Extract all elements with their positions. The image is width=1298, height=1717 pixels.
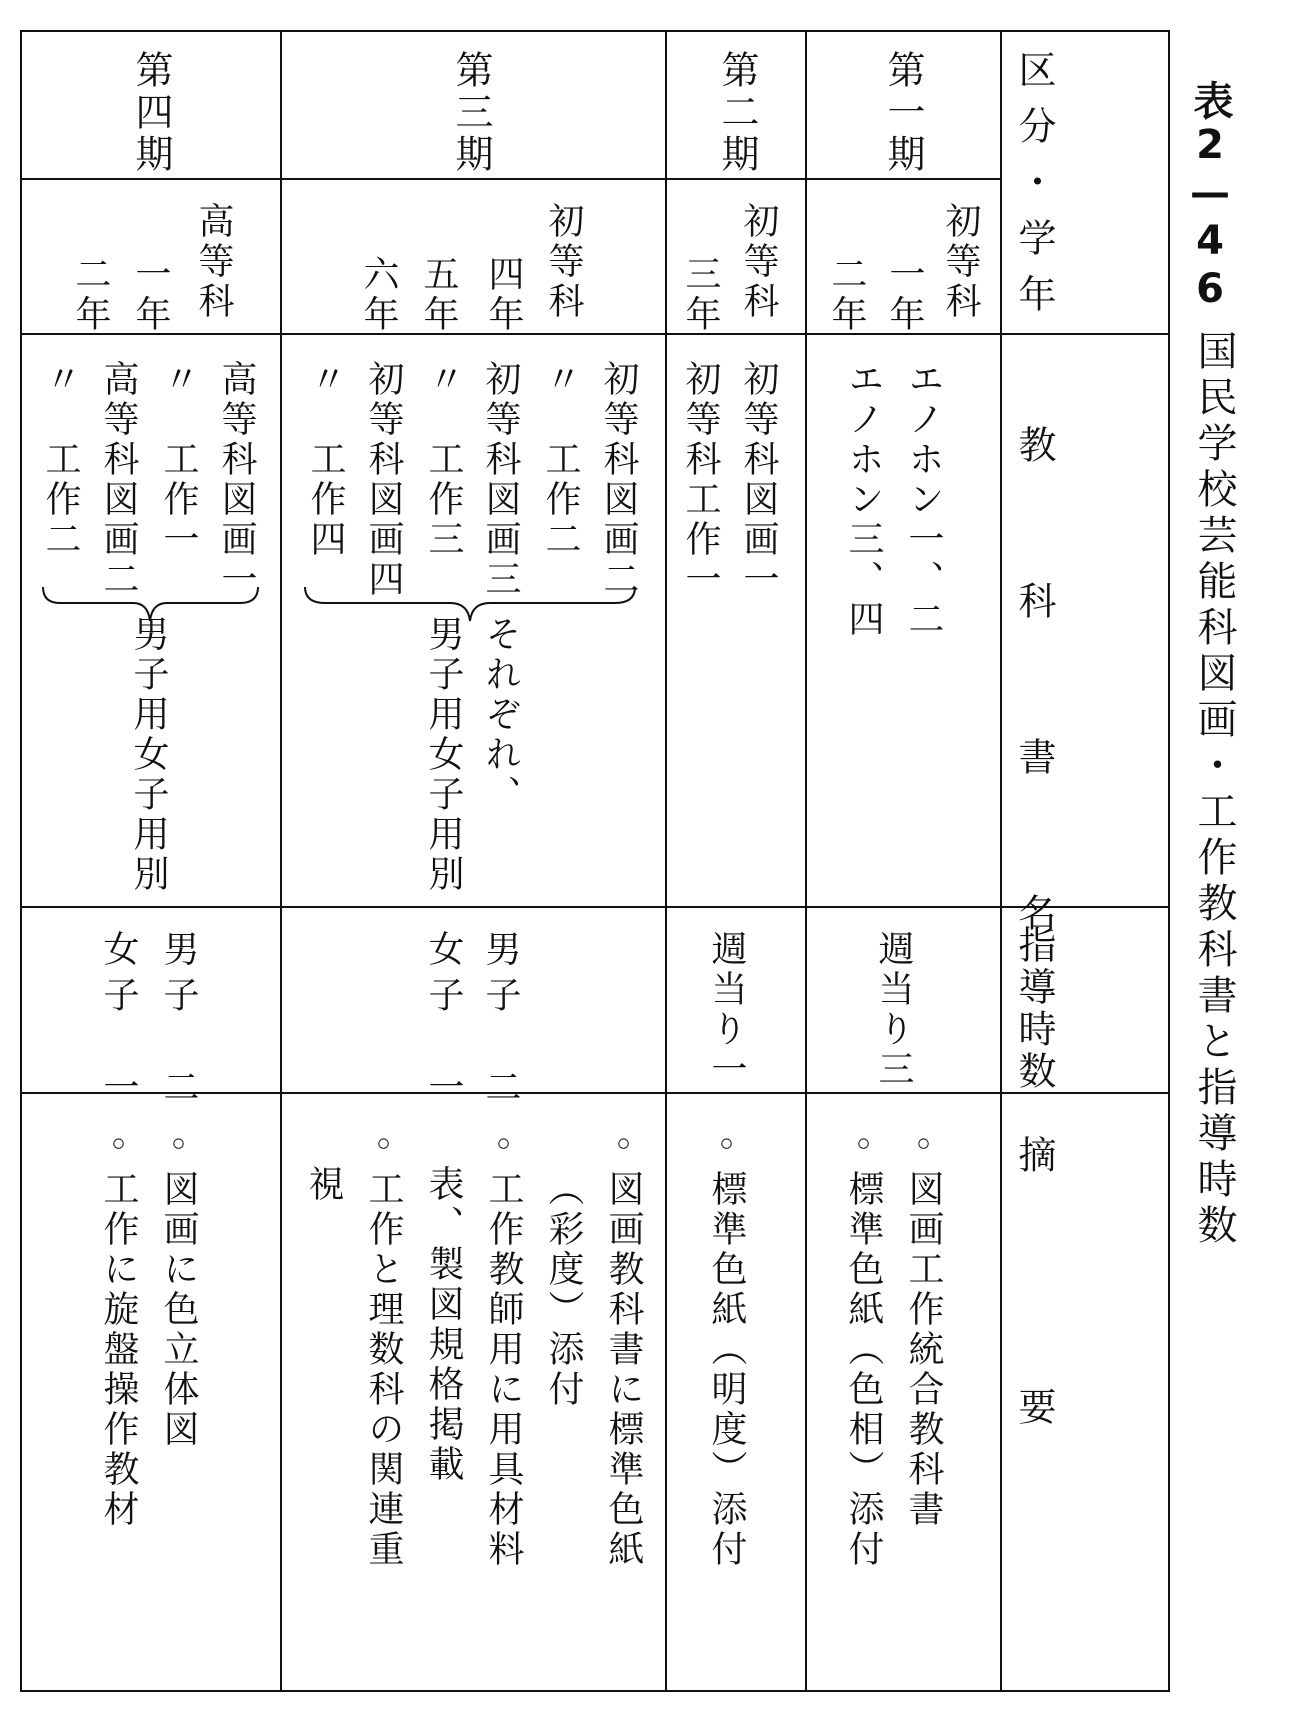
- period-2-textbook-1: 初等科工作一: [680, 360, 721, 600]
- header-division: 区分・学年: [1012, 50, 1056, 330]
- header-hours: 指導時数: [1012, 925, 1056, 1093]
- period-4-textbook-3: 〃 工作二: [40, 360, 81, 560]
- period-1-grade-1: 一年: [884, 255, 925, 335]
- period-3-textbook-note-1: 男子用女子用別: [423, 615, 464, 895]
- period-3-name: 第三期: [449, 50, 493, 176]
- period-3-note-5: 視: [303, 1165, 344, 1205]
- period-3-grade-2: 五年: [418, 255, 459, 335]
- period-3-grade-1: 四年: [483, 255, 524, 335]
- period-3-textbook-0: 初等科図画二: [598, 360, 639, 600]
- period-3-brace: [300, 585, 640, 625]
- period-4-name: 第四期: [129, 50, 173, 176]
- table-title-text: 国民学校芸能科図画・工作教科書と指導時数: [1191, 330, 1237, 1250]
- period-1-hours: 週当り三: [873, 930, 914, 1090]
- divider-header: [1000, 30, 1002, 1692]
- header-summary: 摘 要: [1012, 1135, 1056, 1471]
- period-1-note-1: ◦標準色紙（色相）添付: [843, 1125, 884, 1570]
- divider-p3: [280, 30, 282, 1692]
- period-3-textbook-2: 初等科図画三: [480, 360, 521, 600]
- period-3-hours-0: 男子 二: [480, 930, 521, 1114]
- divider-p1: [805, 30, 807, 1692]
- period-1-name: 第一期: [881, 50, 925, 176]
- period-3-hours-1: 女子 一: [423, 930, 464, 1114]
- period-1-note-0: ◦図画工作統合教科書: [903, 1125, 944, 1530]
- period-3-note-3: 表、製図規格掲載: [423, 1165, 464, 1485]
- period-1-grade-0: 初等科: [940, 202, 981, 322]
- row-divider-period: [20, 178, 1000, 180]
- period-3-textbook-3: 〃 工作三: [423, 360, 464, 560]
- period-4-grade-2: 二年: [70, 255, 111, 335]
- period-3-textbook-5: 〃 工作四: [305, 360, 346, 560]
- period-2-textbook-0: 初等科図画一: [738, 360, 779, 600]
- period-3-textbook-4: 初等科図画四: [363, 360, 404, 600]
- header-textbooks: 教 科 書 名: [1012, 425, 1056, 971]
- period-2-note-0: ◦標準色紙（明度）添付: [706, 1125, 747, 1570]
- period-1-textbook-1: エノホン三、四: [843, 360, 884, 640]
- period-4-grade-0: 高等科: [193, 202, 234, 322]
- period-4-textbook-1: 〃 工作一: [158, 360, 199, 560]
- period-2-grade-0: 初等科: [738, 202, 779, 322]
- row-divider-textbook: [20, 906, 1170, 908]
- period-2-name: 第二期: [715, 50, 759, 176]
- period-4-textbook-0: 高等科図画一: [216, 360, 257, 600]
- period-2-grade-1: 三年: [680, 255, 721, 335]
- period-4-note-0: ◦図画に色立体図: [158, 1125, 199, 1450]
- period-4-textbook-2: 高等科図画二: [98, 360, 139, 600]
- period-3-note-4: ◦工作と理数科の関連重: [363, 1125, 404, 1570]
- period-3-textbook-1: 〃 工作二: [540, 360, 581, 560]
- row-divider-grade: [20, 333, 1170, 335]
- period-1-grade-2: 二年: [826, 255, 867, 335]
- period-3-textbook-note-0: それぞれ、: [480, 615, 521, 815]
- period-3-note-0: ◦図画教科書に標準色紙: [603, 1125, 644, 1570]
- period-4-hours-1: 女子 一: [98, 930, 139, 1114]
- period-3-note-1: （彩度）添付: [543, 1170, 584, 1410]
- period-1-textbook-0: エノホン一、二: [903, 360, 944, 640]
- divider-p2: [665, 30, 667, 1692]
- period-4-note-1: ◦工作に旋盤操作教材: [98, 1125, 139, 1530]
- period-4-textbook-note-0: 男子用女子用別: [128, 615, 169, 895]
- period-2-hours: 週当り一: [706, 930, 747, 1090]
- textbook-table: [20, 30, 1170, 1692]
- table-title-label: 表2—46: [1187, 80, 1233, 314]
- period-3-grade-0: 初等科: [543, 202, 584, 322]
- period-3-note-2: ◦工作教師用に用具材料: [483, 1125, 524, 1570]
- period-4-grade-1: 一年: [130, 255, 171, 335]
- period-3-grade-3: 六年: [358, 255, 399, 335]
- period-4-hours-0: 男子 二: [158, 930, 199, 1114]
